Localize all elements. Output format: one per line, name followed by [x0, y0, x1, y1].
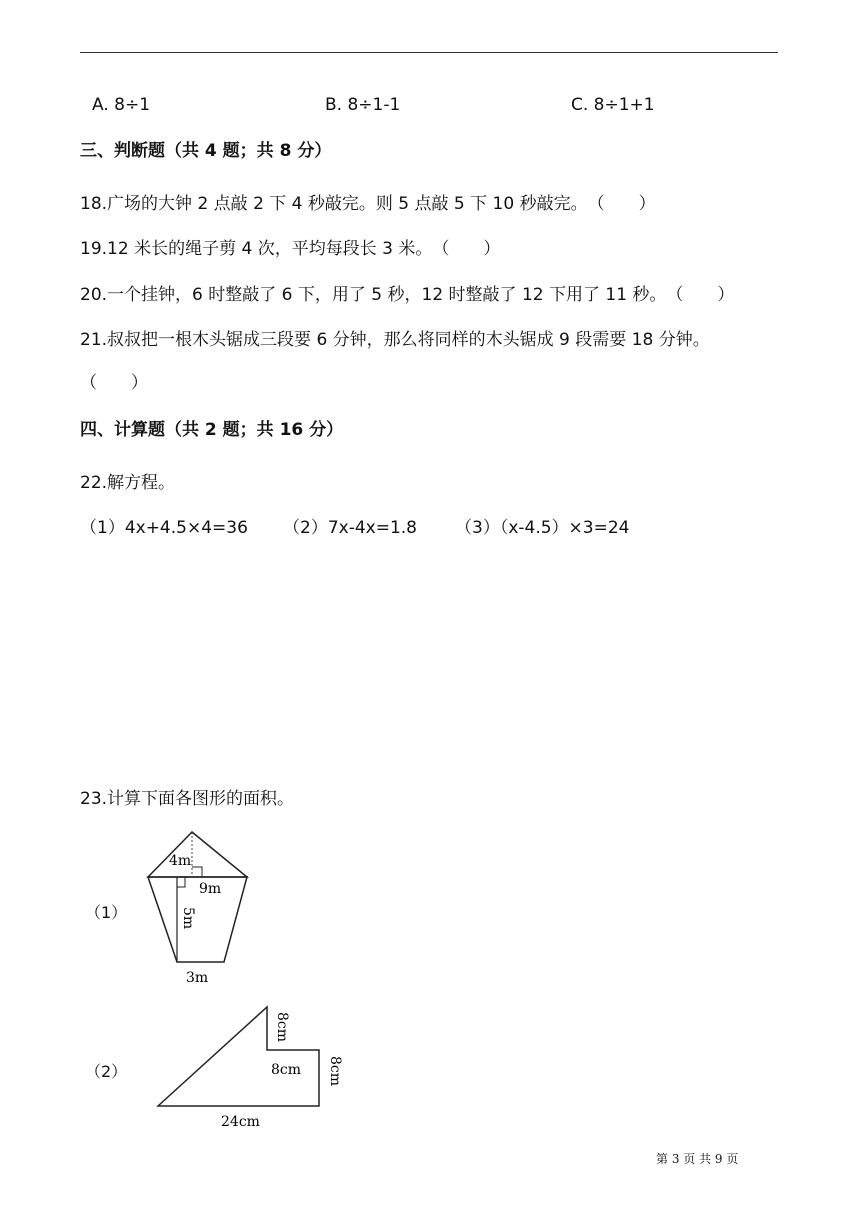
question-21-text: 21.叔叔把一根木头锯成三段要 6 分钟，那么将同样的木头锯成 9 段需要 18 分钟。 — [80, 330, 710, 350]
question-18 — [80, 193, 656, 215]
figure-1-shape — [140, 825, 260, 990]
question-19-text: 19.12 米长的绳子剪 4 次，平均每段长 3 米。 — [80, 239, 433, 259]
question-18-text: 18.广场的大钟 2 点敲 2 下 4 秒敲完。则 5 点敲 5 下 10 秒敲完。 — [80, 194, 588, 214]
figure-2-dim-c: 8cm — [327, 1056, 343, 1087]
figure-1-dim-d: 3m — [186, 970, 209, 986]
figure-2-dim-d: 24cm — [221, 1114, 260, 1130]
question-22-text: 22.解方程。 — [80, 473, 176, 493]
question-23-text: 23.计算下面各图形的面积。 — [80, 789, 295, 809]
question-21 — [80, 329, 710, 351]
option-c: C. 8÷1+1 — [571, 95, 655, 115]
question-19-blank: （ ） — [432, 239, 501, 259]
figure-1-dim-a: 4m — [169, 853, 192, 869]
question-20-text: 20.一个挂钟，6 时整敲了 6 下，用了 5 秒，12 时整敲了 12 下用了 11 秒。 — [80, 285, 667, 305]
figure-1-label: （1） — [85, 903, 128, 922]
figure-2-label: （2） — [85, 1062, 128, 1081]
equation-2: （2）7x-4x=1.8 — [283, 518, 417, 538]
option-a: A. 8÷1 — [92, 95, 151, 115]
figure-2-dim-a: 8cm — [274, 1012, 290, 1043]
figure-1-dim-b: 9m — [199, 881, 222, 897]
figure-1-dim-c: 5m — [180, 907, 196, 930]
question-20-blank: （ ） — [666, 285, 735, 305]
equation-1: （1）4x+4.5×4=36 — [80, 518, 248, 538]
page-footer: 第 3 页 共 9 页 — [656, 1152, 739, 1166]
equation-3: （3）（x-4.5）×3=24 — [455, 518, 630, 538]
section-3-title: 三、判断题（共 4 题；共 8 分） — [80, 141, 332, 161]
header-rule — [80, 52, 778, 53]
figure-2-dim-b: 8cm — [271, 1062, 302, 1078]
section-4-title: 四、计算题（共 2 题；共 16 分） — [80, 420, 344, 440]
question-20 — [80, 284, 734, 306]
option-b: B. 8÷1-1 — [325, 95, 401, 115]
question-18-blank: （ ） — [587, 194, 656, 214]
question-19 — [80, 238, 500, 260]
question-21-blank: （ ） — [80, 373, 148, 393]
figure-2-shape — [150, 1000, 365, 1135]
